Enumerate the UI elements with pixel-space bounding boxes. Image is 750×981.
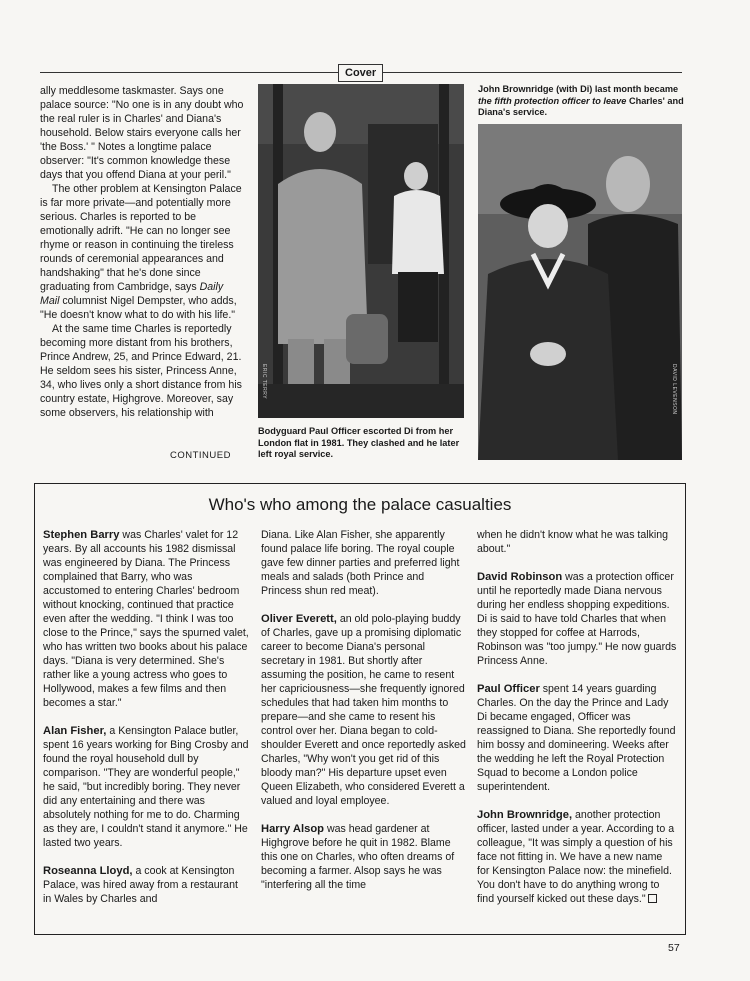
entry-roseanna-lloyd bbox=[43, 864, 249, 906]
entry-text: was Charles' valet for 12 years. By all accounts his 1982 dismissal was engineered by Diana. The Princess complained that Barry, who was accustomed to entering Charles' bedroom without knocking, continued that practice even after the wedding. "I think I was too close to the Prince," says the spurned valet, who has written two books about his palace days. "Diana is very determined. She's rather like a young actress who goes to Hollywood, makes a few films and then becomes a star." bbox=[43, 529, 249, 709]
entry-harry-alsop bbox=[261, 822, 467, 892]
photo-credit: ERIC TERRY bbox=[261, 364, 267, 400]
entry-alan-fisher bbox=[43, 724, 249, 850]
entry-roseanna-lloyd-cont bbox=[261, 528, 467, 598]
sidebar-title: Who's who among the palace casualties bbox=[208, 495, 512, 514]
entry-text: a Kensington Palace butler, spent 16 years working for Bing Crosby and found the royal household dull by comparison. "They are wonderful people," he said, "but incredibly boring. They never did any entertaining and there was absolutely nothing for me to do. Charming as they are, I couldn't stand it anymore." He lasted two years. bbox=[43, 725, 249, 849]
sidebar-column bbox=[43, 528, 249, 920]
photo-brownridge-and-di bbox=[478, 124, 682, 460]
entry-paul-officer bbox=[477, 682, 677, 794]
photo-brownridge-illustration bbox=[478, 124, 682, 460]
publication-name: Daily Mail bbox=[40, 281, 224, 307]
sidebar-column bbox=[477, 528, 677, 920]
entry-john-brownridge bbox=[477, 808, 677, 906]
photo-caption: Bodyguard Paul Officer escorted Di from her London flat in 1981. They clashed and he later left royal service. bbox=[258, 426, 460, 459]
entry-name: Paul Officer bbox=[477, 683, 540, 695]
entry-harry-alsop-cont bbox=[477, 528, 677, 556]
photo-bodyguard-and-di bbox=[258, 84, 464, 418]
entry-text: Diana. Like Alan Fisher, she apparently found palace life boring. The royal couple gave few dinner parties and preferred light meals and salads (both Prince and Princess shun red meat). bbox=[261, 529, 460, 597]
entry-name: Oliver Everett, bbox=[261, 613, 337, 625]
entry-text: was a protection officer until he reportedly made Diana nervous during her endless shopping expeditions. Di is said to have told Charles that when they stopped for coffee at Harrods, Robinson was "too jumpy." He now guards Princess Anne. bbox=[477, 571, 677, 667]
entry-david-robinson bbox=[477, 570, 677, 668]
entry-text: was head gardener at Highgrove before he quit in 1982. Blame this one on Charles, who often dreams of becoming a farmer. Alsop says he was "interfering all the time bbox=[261, 823, 455, 891]
article-column bbox=[40, 84, 245, 420]
caption-text: John Brownridge (with Di) last month became bbox=[478, 84, 679, 94]
entry-name: John Brownridge, bbox=[477, 809, 573, 821]
caption-text-italic: the fifth protection officer to leave bbox=[478, 95, 627, 106]
entry-name: Harry Alsop bbox=[261, 823, 325, 835]
page-number: 57 bbox=[668, 942, 680, 954]
entry-oliver-everett bbox=[261, 612, 467, 808]
section-label: Cover bbox=[338, 64, 383, 82]
article-text: The other problem at Kensington Palace is far more private—and potentially more serious. Charles is reported to be emotionally adrift. "He can no longer see rhyme or reason in continuing the tireless rounds of ceremonial appearances and handshaking" that he's done since graduating from Cambridge, says bbox=[40, 183, 242, 293]
entry-stephen-barry bbox=[43, 528, 249, 710]
entry-name: Alan Fisher, bbox=[43, 725, 107, 737]
photo-caption bbox=[478, 84, 684, 119]
article-text: columnist Nigel Dempster, who adds, "He doesn't know what to do with his life." bbox=[40, 295, 237, 321]
entry-name: Roseanna Lloyd, bbox=[43, 865, 133, 877]
photo-bodyguard-illustration bbox=[258, 84, 464, 418]
entry-text: an old polo-playing buddy of Charles, gave up a promising diplomatic career to become Diana's personal secretary in 1981. But shortly after assuming the position, he came to resent her capriciousness—she frequently ignored schedules that had taken him months to prepare—and she came to resent his control over her. Diana began to cold-shoulder Everett and once reportedly asked Charles, "Why won't you get rid of this bloody man?" His departure upset even Queen Elizabeth, who considered Everett a valued and loyal employee. bbox=[261, 613, 466, 807]
caption-text: Charles' and Diana's service. bbox=[478, 95, 684, 117]
article-paragraph bbox=[40, 182, 245, 322]
article-paragraph: ally meddlesome taskmaster. Says one palace source: "No one is in any doubt who the real ruler is in Charles' and Diana's household. Below stairs everyone calls her 'the Boss.' " Notes a longtime palace observer: "It's common knowledge these days that you offend Diana at your peril." bbox=[40, 85, 244, 181]
photo-credit: DAVID LEVENSON bbox=[671, 364, 677, 415]
sidebar-box bbox=[34, 483, 686, 935]
entry-text: when he didn't know what he was talking about." bbox=[477, 529, 669, 555]
entry-name: Stephen Barry bbox=[43, 529, 120, 541]
entry-text: a cook at Kensington Palace, was hired away from a restaurant in Wales by Charles and bbox=[43, 865, 238, 905]
sidebar-column bbox=[261, 528, 467, 906]
end-mark bbox=[648, 894, 657, 903]
article-paragraph: At the same time Charles is reportedly becoming more distant from his brothers, Prince Andrew, 25, and Prince Edward, 21. He seldom sees his sister, Princess Anne, 34, who lives only a short distance from his country estate, Highgrove. Moreover, say some observers, his relationship with bbox=[40, 323, 242, 419]
entry-text: another protection officer, lasted under a year. According to a colleague, "It was simply a question of his face not fitting in. We have a new name for Kensington Palace now: the minefield. You don't have to do anything wrong to find yourself kicked out these days." bbox=[477, 809, 675, 905]
continued-label: CONTINUED bbox=[170, 450, 231, 461]
entry-text: spent 14 years guarding Charles. On the day the Prince and Lady Di became engaged, Officer was reassigned to Diana. She reportedly found him bossy and domineering. Weeks after the wedding he left the Royal Protection Squad to become a London police superintendent. bbox=[477, 683, 676, 793]
entry-name: David Robinson bbox=[477, 571, 563, 583]
